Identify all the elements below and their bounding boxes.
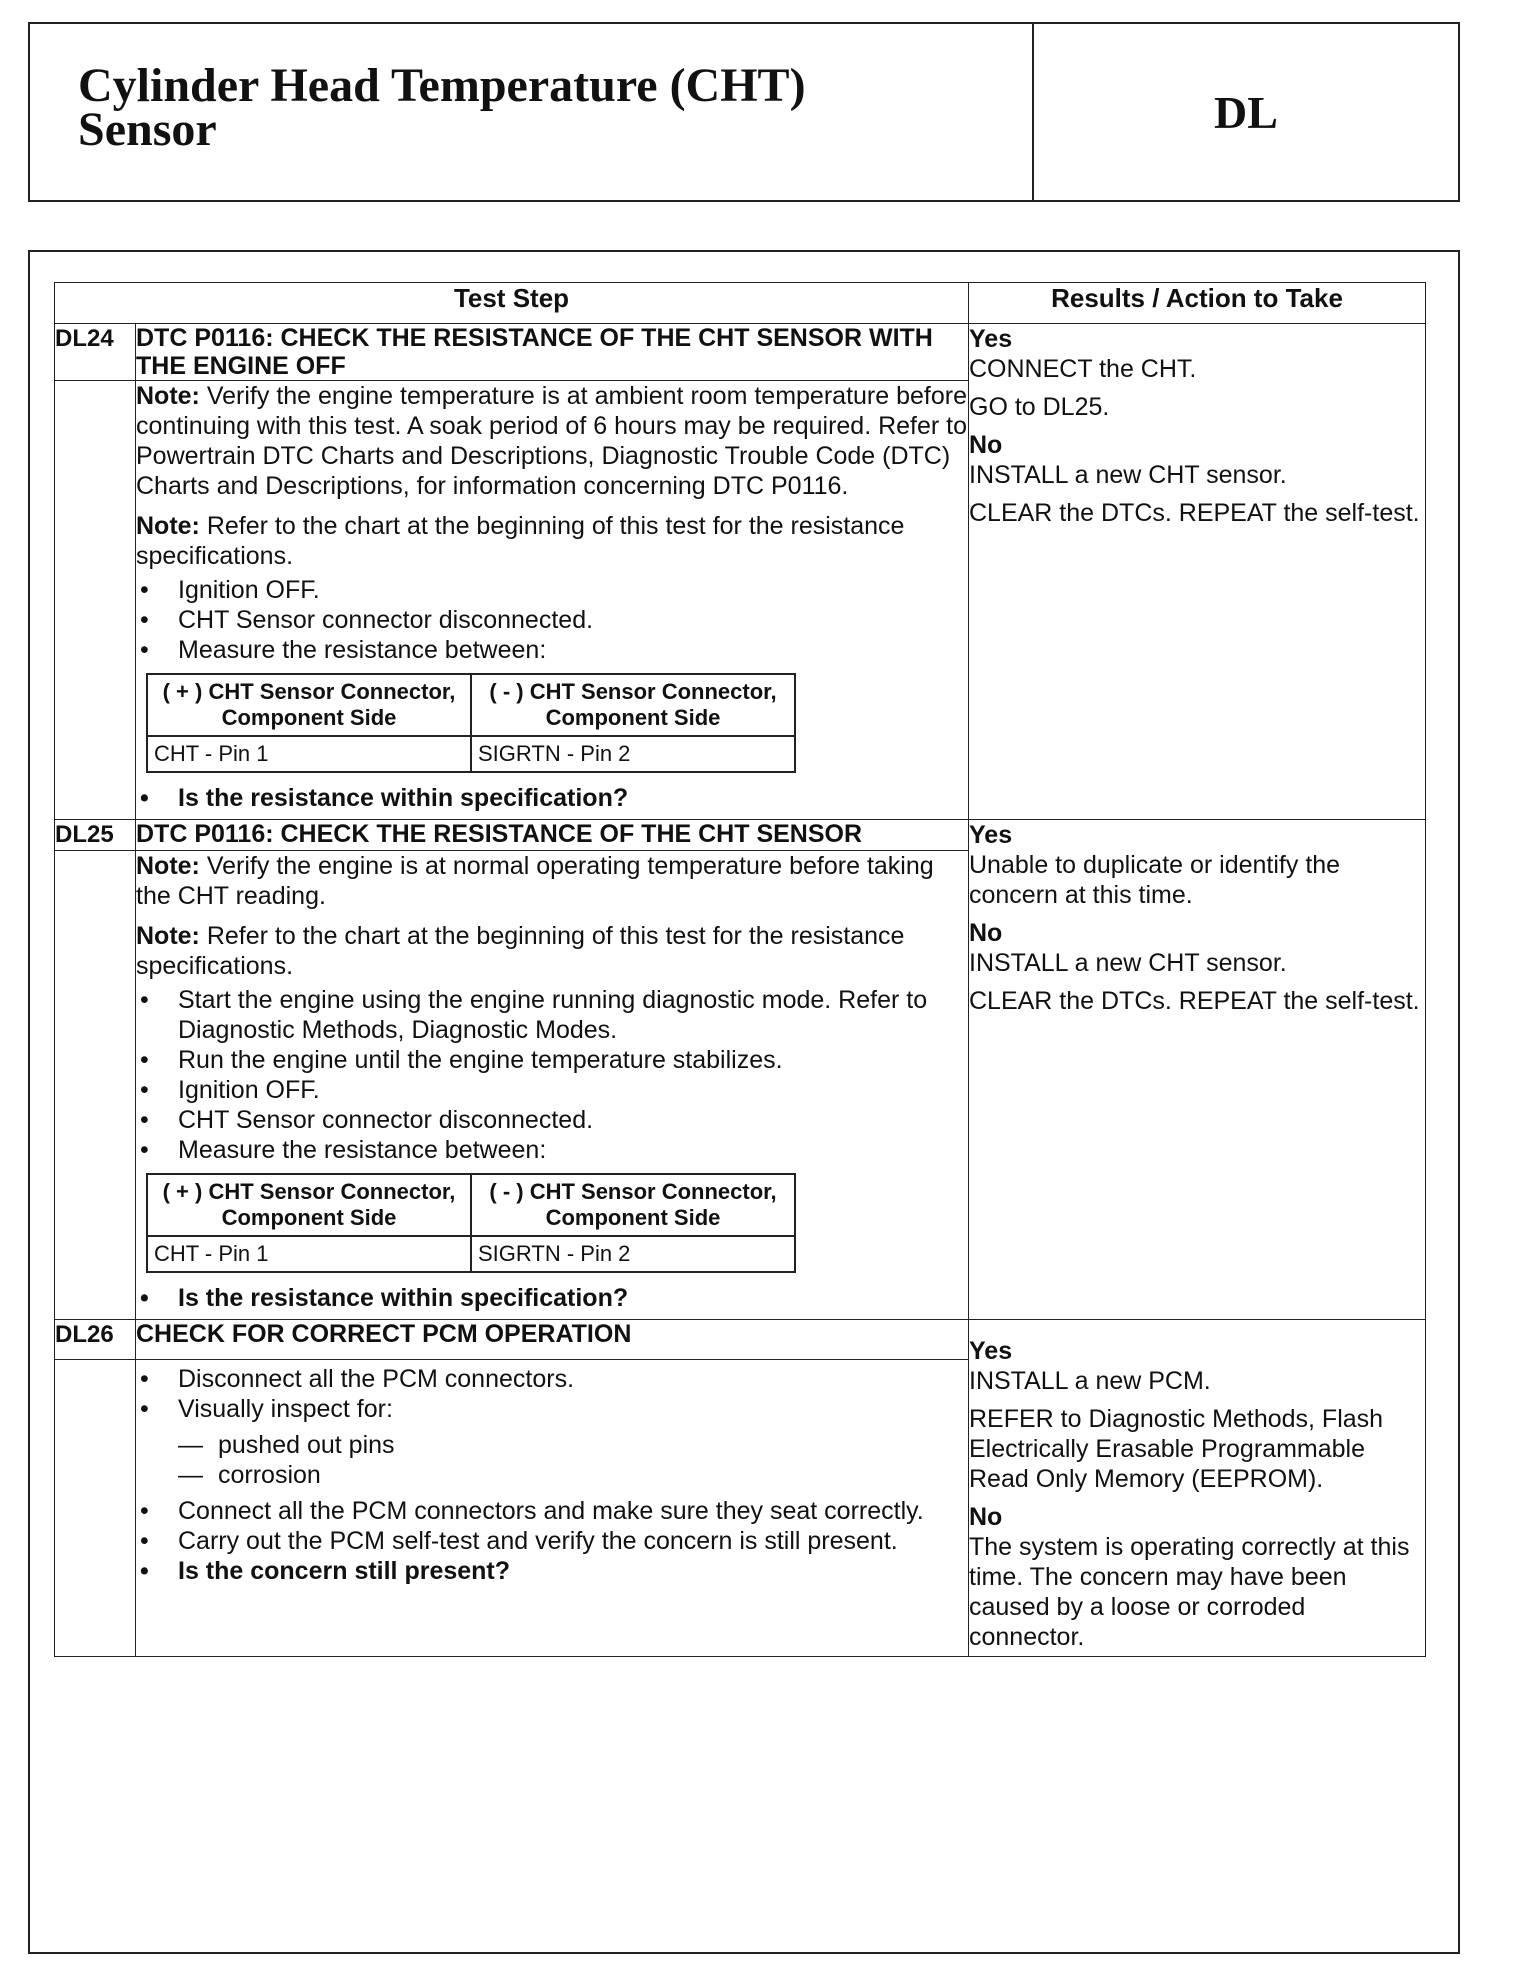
step-dl24-results <box>969 324 1426 820</box>
step-dl26-results <box>969 1320 1426 1657</box>
note: Note: Refer to the chart at the beginning of this test for the resistance specifications. <box>136 512 905 570</box>
step-code: DL26 <box>55 1320 136 1360</box>
code-gap <box>55 851 136 1320</box>
title-line-2: Sensor <box>78 103 217 156</box>
step-title: DTC P0116: CHECK THE RESISTANCE OF THE CHT SENSOR <box>136 820 969 851</box>
step-title: CHECK FOR CORRECT PCM OPERATION <box>136 1320 969 1360</box>
yes-label: Yes <box>969 1337 1013 1365</box>
result-text: GO to DL25. <box>969 393 1110 421</box>
step-dl25-title-row <box>55 820 1426 851</box>
col-results: Results / Action to Take <box>969 283 1426 324</box>
page-title <box>78 59 806 156</box>
section-code: DL <box>1214 86 1278 138</box>
pin-head-minus: ( - ) CHT Sensor Connector, Component Side <box>471 1174 795 1236</box>
list-item: — pushed out pins <box>178 1430 968 1460</box>
question-list <box>136 1283 968 1313</box>
step-code: DL24 <box>55 324 136 381</box>
pin-head-plus: ( + ) CHT Sensor Connector, Component Side <box>147 674 471 736</box>
question: • Is the resistance within specification? <box>136 1283 968 1313</box>
result-text: INSTALL a new CHT sensor. <box>969 461 1287 489</box>
step-dl24-title-row <box>55 324 1426 381</box>
result-text: CONNECT the CHT. <box>969 355 1197 383</box>
yes-label: Yes <box>969 821 1013 849</box>
note: Note: Refer to the chart at the beginning of this test for the resistance specifications. <box>136 922 905 980</box>
step-body <box>136 381 969 820</box>
list-item: • CHT Sensor connector disconnected. <box>136 605 968 635</box>
pin-cell-plus: CHT - Pin 1 <box>147 736 471 772</box>
list-item: • Carry out the PCM self-test and verify the concern is still present. <box>136 1526 968 1556</box>
pin-cell-plus: CHT - Pin 1 <box>147 1236 471 1272</box>
result-text: REFER to Diagnostic Methods, Flash Electrically Erasable Programmable Read Only Memory (EEPROM). <box>969 1405 1384 1493</box>
list-item: • Measure the resistance between: <box>136 1135 968 1165</box>
question: • Is the concern still present? <box>136 1556 968 1586</box>
page-header <box>28 22 1460 202</box>
col-test-step: Test Step <box>55 283 969 324</box>
bullet-list <box>136 985 968 1165</box>
list-item: • Connect all the PCM connectors and make sure they seat correctly. <box>136 1496 968 1526</box>
question: • Is the resistance within specification? <box>136 783 968 813</box>
list-item: • CHT Sensor connector disconnected. <box>136 1105 968 1135</box>
list-item: • Visually inspect for: <box>136 1394 968 1424</box>
pin-cell-minus: SIGRTN - Pin 2 <box>471 1236 795 1272</box>
test-step-table <box>54 282 1426 1657</box>
pin-head-plus: ( + ) CHT Sensor Connector, Component Side <box>147 1174 471 1236</box>
no-label: No <box>969 919 1003 947</box>
result-text: INSTALL a new CHT sensor. <box>969 949 1287 977</box>
dash-list <box>136 1430 968 1490</box>
code-gap <box>55 1360 136 1657</box>
pin-head-minus: ( - ) CHT Sensor Connector, Component Side <box>471 674 795 736</box>
step-code: DL25 <box>55 820 136 851</box>
list-item: • Measure the resistance between: <box>136 635 968 665</box>
list-item: • Run the engine until the engine temperature stabilizes. <box>136 1045 968 1075</box>
step-dl25-results <box>969 820 1426 1320</box>
result-text: CLEAR the DTCs. REPEAT the self-test. <box>969 987 1420 1015</box>
yes-label: Yes <box>969 325 1013 353</box>
code-gap <box>55 381 136 820</box>
step-body <box>136 851 969 1320</box>
result-text: The system is operating correctly at this time. The concern may have been caused by a loose or corroded connector. <box>969 1533 1410 1651</box>
question-list <box>136 783 968 813</box>
no-label: No <box>969 1503 1003 1531</box>
step-title: DTC P0116: CHECK THE RESISTANCE OF THE CHT SENSOR WITH THE ENGINE OFF <box>136 324 969 381</box>
pin-table <box>146 673 796 773</box>
table-header-row <box>55 283 1426 324</box>
list-item: • Ignition OFF. <box>136 575 968 605</box>
list-item: • Start the engine using the engine running diagnostic mode. Refer to Diagnostic Methods, Diagnostic Modes. <box>136 985 968 1045</box>
list-item: • Ignition OFF. <box>136 1075 968 1105</box>
step-body <box>136 1360 969 1657</box>
bullet-list <box>136 575 968 665</box>
title-line-1: Cylinder Head Temperature (CHT) <box>78 59 806 112</box>
bullet-list <box>136 1496 968 1586</box>
result-text: INSTALL a new PCM. <box>969 1367 1211 1395</box>
result-text: CLEAR the DTCs. REPEAT the self-test. <box>969 499 1420 527</box>
step-dl26-title-row <box>55 1320 1426 1360</box>
bullet-list <box>136 1364 968 1424</box>
no-label: No <box>969 431 1003 459</box>
pin-table <box>146 1173 796 1273</box>
result-text: Unable to duplicate or identify the concern at this time. <box>969 851 1341 909</box>
list-item: — corrosion <box>178 1460 968 1490</box>
note: Note: Verify the engine temperature is at ambient room temperature before continuing with this test. A soak period of 6 hours may be required. Refer to Powertrain DTC Charts and Descriptions, Diagnostic Trouble Code (DTC) Charts and Descriptions, for information concerning DTC P0116. <box>136 382 968 500</box>
header-title-cell <box>30 24 1034 200</box>
note: Note: Verify the engine is at normal operating temperature before taking the CHT reading. <box>136 852 934 910</box>
pin-cell-minus: SIGRTN - Pin 2 <box>471 736 795 772</box>
list-item: • Disconnect all the PCM connectors. <box>136 1364 968 1394</box>
